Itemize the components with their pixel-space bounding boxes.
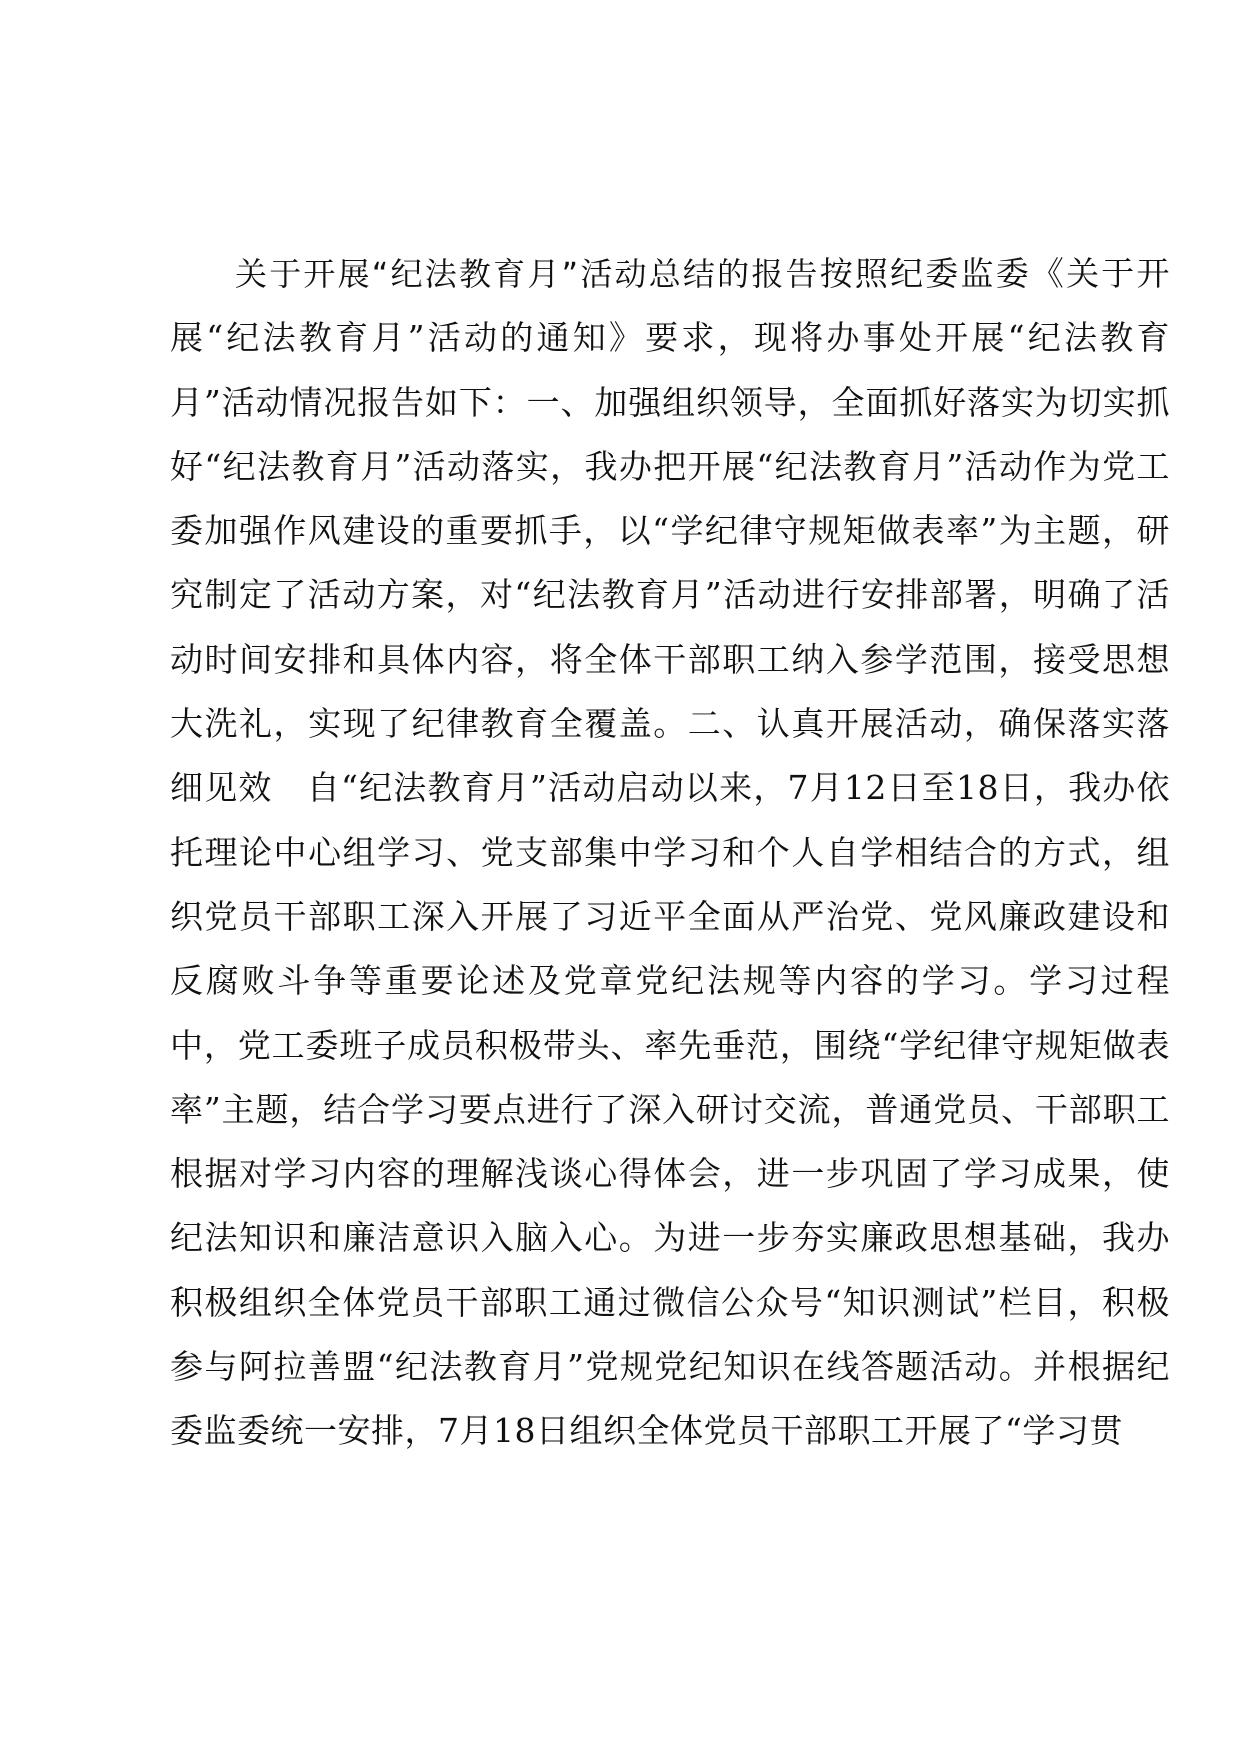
document-body <box>170 242 1170 1464</box>
document-title: 关于开展“纪法教育月”活动总结的报告 <box>235 255 820 293</box>
document-body-text: 按照纪委监委《关于开展“纪法教育月”活动的通知》要求，现将办事处开展“纪法教育月”活动情况报告如下：一、加强组织领导，全面抓好落实为切实抓好“纪法教育月”活动落实，我办把开展“纪法教育月”活动作为党工委加强作风建设的重要抓手，以“学纪律守规矩做表率”为主题，研究制定了活动方案，对“纪法教育月”活动进行安排部署，明确了活动时间安排和具体内容，将全体干部职工纳入参学范围，接受思想大洗礼，实现了纪律教育全覆盖。二、认真开展活动，确保落实落细见效 自“纪法教育月”活动启动以来，7月12日至18日，我办依托理论中心组学习、党支部集中学习和个人自学相结合的方式，组织党员干部职工深入开展了习近平全面从严治党、党风廉政建设和反腐败斗争等重要论述及党章党纪法规等内容的学习。学习过程中，党工委班子成员积极带头、率先垂范，围绕“学纪律守规矩做表率”主题，结合学习要点进行了深入研讨交流，普通党员、干部职工根据对学习内容的理解浅谈心得体会，进一步巩固了学习成果，使纪法知识和廉洁意识入脑入心。为进一步夯实廉政思想基础，我办积极组织全体党员干部职工通过微信公众号“知识测试”栏目，积极参与阿拉善盟“纪法教育月”党规党纪知识在线答题活动。并根据纪委监委统一安排，7月18日组织全体党员干部职工开展了“学习贯 <box>170 254 1170 1451</box>
